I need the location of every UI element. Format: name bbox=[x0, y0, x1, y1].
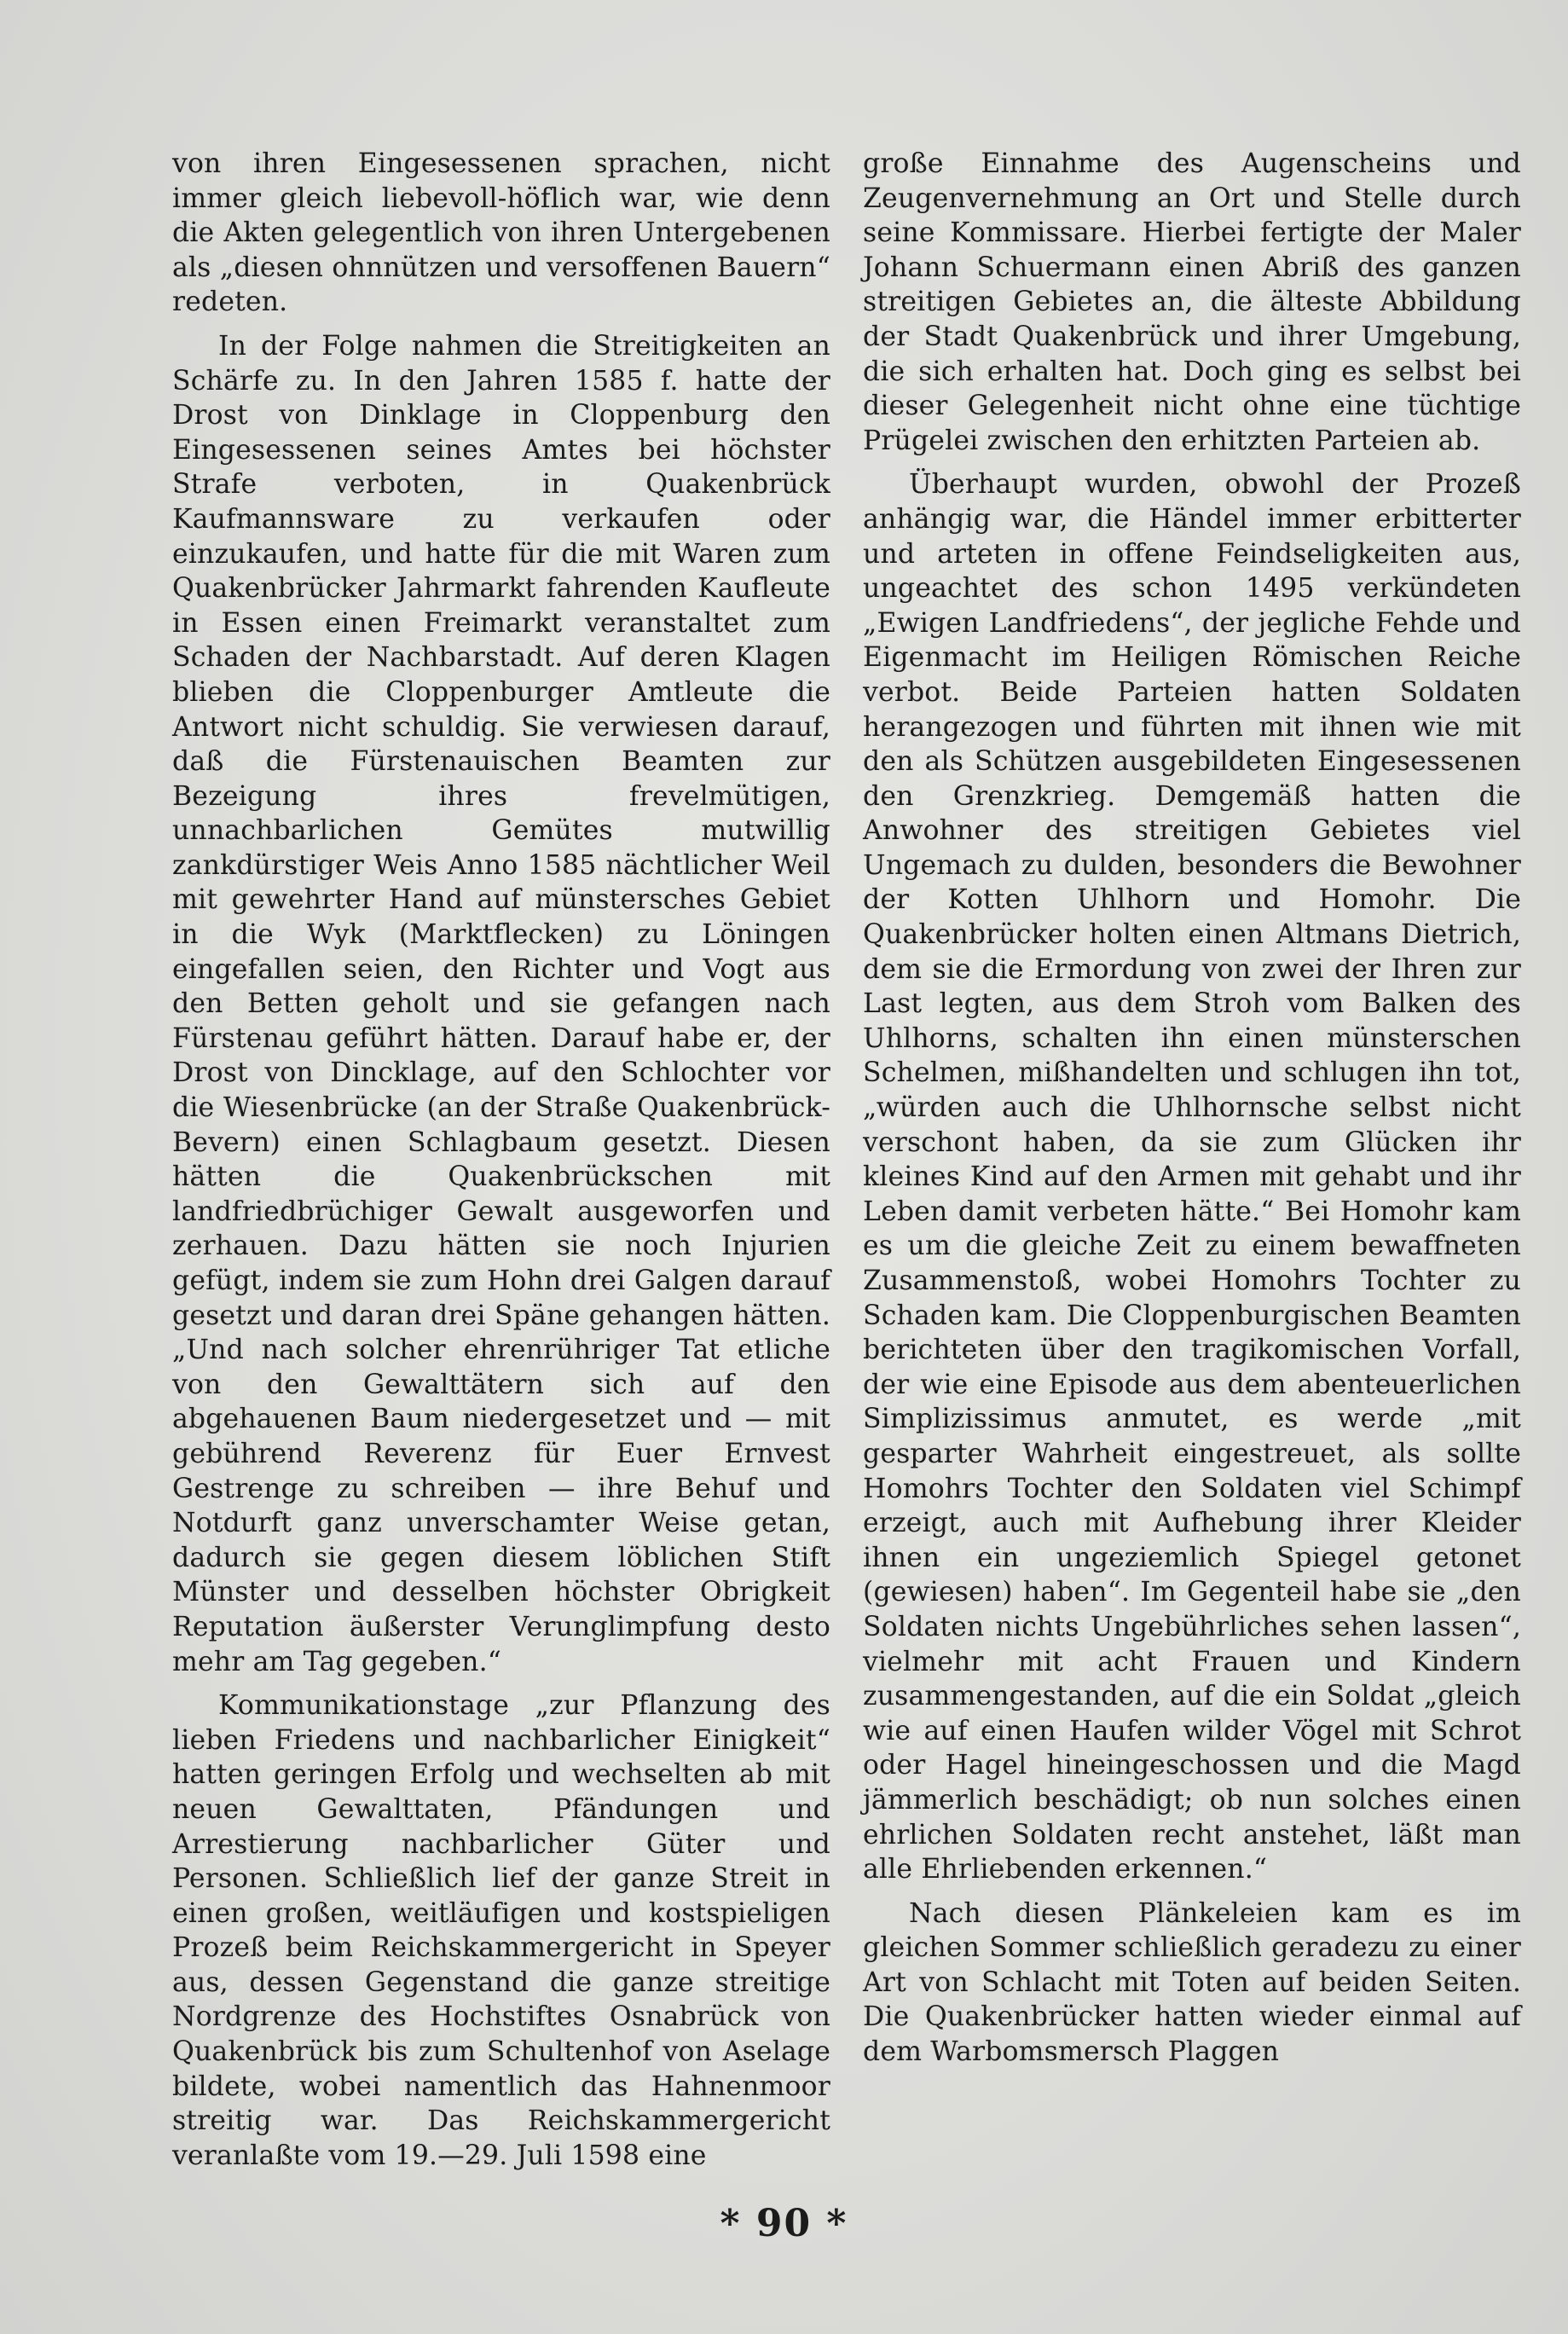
paragraph: In der Folge nahmen die Streitigkeiten an Schärfe zu. In den Jahren 1585 f. hatte der Drost von Dinklage in Cloppenburg den Eingesessenen seines Amtes bei höchster Strafe verboten, in Quakenbrück Kaufmannsware zu verkaufen oder einzukaufen, und hatte für die mit Waren zum Quakenbrücker Jahrmarkt fahrenden Kaufleute in Essen einen Freimarkt veranstaltet zum Schaden der Nachbarstadt. Auf deren Klagen blieben die Cloppenburger Amtleute die Antwort nicht schuldig. Sie verwiesen darauf, daß die Fürstenauischen Beamten zur Bezeigung ihres frevelmütigen, unnachbarlichen Gemütes mutwillig zankdürstiger Weis Anno 1585 nächtlicher Weil mit gewehrter Hand auf münstersches Gebiet in die Wyk (Marktflecken) zu Löningen eingefallen seien, den Richter und Vogt aus den Betten geholt und sie gefangen nach Fürstenau geführt hätten. Darauf habe er, der Drost von Dincklage, auf den Schlochter vor die Wiesenbrücke (an der Straße Quakenbrück-Bevern) einen Schlagbaum gesetzt. Diesen hätten die Quakenbrückschen mit landfriedbrüchiger Gewalt ausgeworfen und zerhauen. Dazu hätten sie noch Injurien gefügt, indem sie zum Hohn drei Galgen darauf gesetzt und daran drei Späne gehangen hätten. „Und nach solcher ehrenrühriger Tat etliche von den Gewalttätern sich auf den abgehauenen Baum niedergesetzet und — mit gebührend Reverenz für Euer Ernvest Gestrenge zu schreiben — ihre Behuf und Notdurft ganz unverschamter Weise getan, dadurch sie gegen diesem löblichen Stift Münster und desselben höchster Obrigkeit Reputation äußerster Verunglimpfung desto mehr am Tag gegeben.“ bbox=[172, 330, 830, 1677]
paragraph: Nach diesen Plänkeleien kam es im gleichen Sommer schließlich geradezu zu einer Art von Schlacht mit Toten auf beiden Seiten. Die Quakenbrücker hatten wieder einmal auf dem Warbomsmersch Plaggen bbox=[863, 1897, 1521, 2068]
page-number: * 90 * bbox=[720, 2202, 848, 2245]
paragraph: große Einnahme des Augenscheins und Zeugenvernehmung an Ort und Stelle durch seine Kommissare. Hierbei fertigte der Maler Johann Schuermann einen Abriß des ganzen streitigen Gebietes an, die älteste Abbildung der Stadt Quakenbrück und ihrer Umgebung, die sich erhalten hat. Doch ging es selbst bei dieser Gelegenheit nicht ohne eine tüchtige Prügelei zwischen den erhitzten Parteien ab. bbox=[863, 148, 1521, 456]
left-text-column bbox=[172, 147, 830, 2173]
right-text-column bbox=[863, 147, 1521, 2070]
paragraph: Überhaupt wurden, obwohl der Prozeß anhängig war, die Händel immer erbitterter und arteten in offene Feindseligkeiten aus, ungeachtet des schon 1495 verkündeten „Ewigen Landfriedens“, der jegliche Fehde und Eigenmacht im Heiligen Römischen Reiche verbot. Beide Parteien hatten Soldaten herangezogen und führten mit ihnen wie mit den als Schützen ausgebildeten Eingesessenen den Grenzkrieg. Demgemäß hatten die Anwohner des streitigen Gebietes viel Ungemach zu dulden, besonders die Bewohner der Kotten Uhlhorn und Homohr. Die Quakenbrücker holten einen Altmans Dietrich, dem sie die Ermordung von zwei der Ihren zur Last legten, aus dem Stroh vom Balken des Uhlhorns, schalten ihn einen münsterschen Schelmen, mißhandelten und schlugen ihn tot, „würden auch die Uhlhornsche selbst nicht verschont haben, da sie zum Glücken ihr kleines Kind auf den Armen mit gehabt und ihr Leben damit verbeten hätte.“ Bei Homohr kam es um die gleiche Zeit zu einem bewaffneten Zusammenstoß, wobei Homohrs Tochter zu Schaden kam. Die Cloppenburgischen Beamten berichteten über den tragikomischen Vorfall, der wie eine Episode aus dem abenteuerlichen Simplizissimus anmutet, es werde „mit gesparter Wahrheit eingestreuet, als sollte Homohrs Tochter den Soldaten viel Schimpf erzeigt, auch mit Aufhebung ihrer Kleider ihnen ein ungeziemlich Spiegel getonet (gewiesen) haben“. Im Gegenteil habe sie „den Soldaten nichts Ungebührliches sehen lassen“, vielmehr mit acht Frauen und Kindern zusammengestanden, auf die ein Soldat „gleich wie auf einen Haufen wilder Vögel mit Schrot oder Hagel hineingeschossen und die Magd jämmerlich beschädigt; ob nun solches einen ehrlichen Soldaten recht anstehet, läßt man alle Ehrliebenden erkennen.“ bbox=[863, 469, 1521, 1885]
paragraph: Kommunikationstage „zur Pflanzung des lieben Friedens und nachbarlicher Einigkeit“ hatten geringen Erfolg und wechselten ab mit neuen Gewalttaten, Pfändungen und Arrestierung nachbarlicher Güter und Personen. Schließlich lief der ganze Streit in einen großen, weitläufigen und kostspieligen Prozeß beim Reichskammergericht in Speyer aus, dessen Gegenstand die ganze streitige Nordgrenze des Hochstiftes Osnabrück von Quakenbrück bis zum Schultenhof von Aselage bildete, wobei namentlich das Hahnenmoor streitig war. Das Reichskammergericht veranlaßte vom 19.—29. Juli 1598 eine bbox=[172, 1690, 830, 2171]
paragraph: von ihren Eingesessenen sprachen, nicht immer gleich liebevoll-höflich war, wie denn die Akten gelegentlich von ihren Untergebenen als „diesen ohnnützen und versoffenen Bauern“ redeten. bbox=[172, 148, 830, 318]
